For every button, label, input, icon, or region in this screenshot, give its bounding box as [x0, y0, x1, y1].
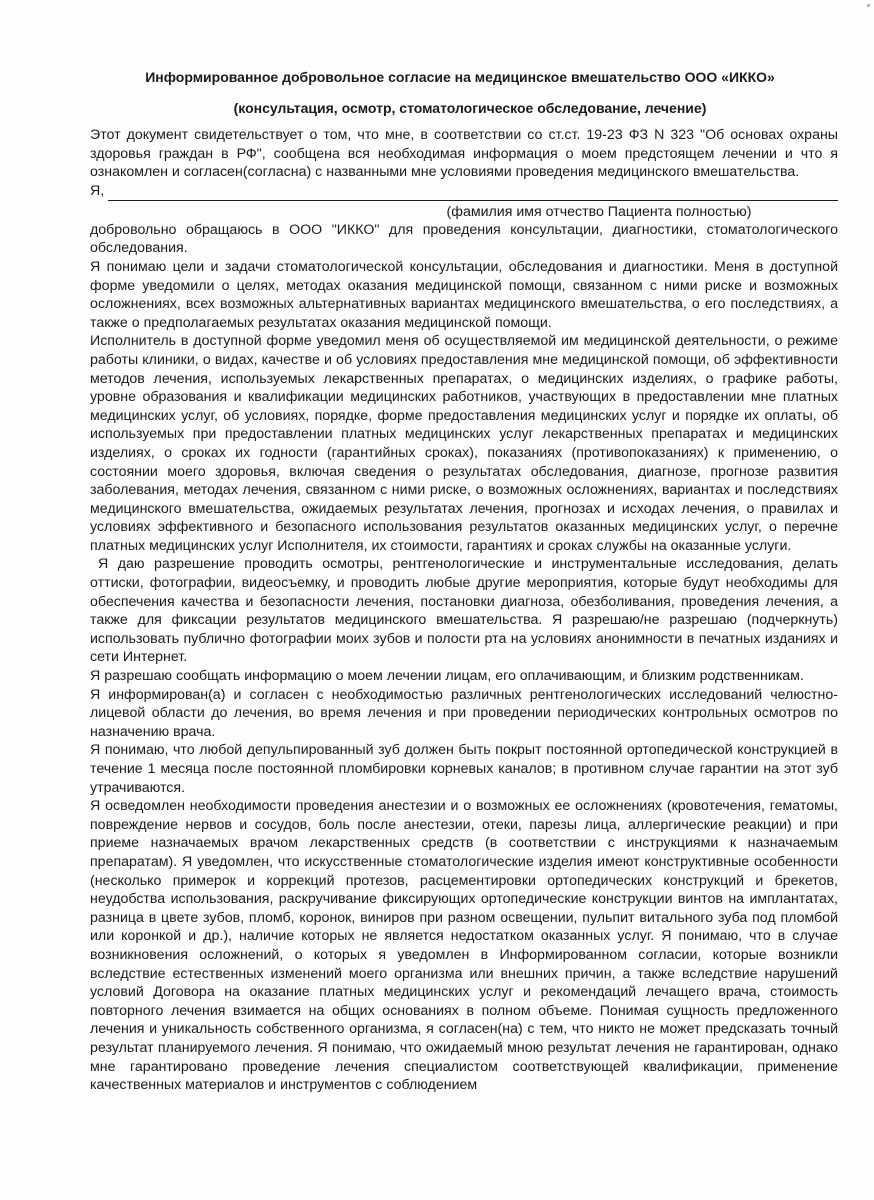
patient-name-blank[interactable] — [108, 187, 838, 201]
paragraph-info-disclosure: Я разрешаю сообщать информацию о моем лечении лицам, его оплачивающим, и близким родственникам. — [90, 668, 804, 685]
document-title: Информированное добровольное согласие на медицинское вмешательство ООО «ИККО» — [145, 69, 775, 85]
paragraph-understanding: Я понимаю цели и задачи стоматологической консультации, обследования и диагностики. Меня в доступной форме уведомили о целях, методах оказания медицинской помощи, связанном с ними риске и возможных осложнениях, всех возможных альтернативных вариантах медицинского вмешательства, о его последствиях, а также о предполагаемых результатах оказания медицинской помощи. — [90, 258, 838, 331]
scan-artifact — [867, 4, 870, 7]
patient-name-caption: (фамилия имя отчество Пациента полностью) — [446, 203, 752, 220]
patient-name-line — [90, 182, 838, 201]
paragraph-voluntary: добровольно обращаюсь в ООО "ИККО" для проведения консультации, диагностики, стоматологического обследования. — [90, 221, 838, 257]
paragraph-anesthesia: Я осведомлен необходимости проведения анестезии и о возможных ее осложнениях (кровотечения, гематомы, повреждение нервов и сосудов, боль после анестезии, отеки, парезы лица, аллергические реакции) и при приеме назначаемых врачом лекарственных средств (в соответствии с инструкциями к назначаемым препаратам). Я уведомлен, что искусственные стоматологические изделия имеют конструктивные особенности (несколько примерок и коррекций протезов, расцементировки ортопедических конструкций и брекетов, неудобства использования, раскручивание фиксирующих ортопедические конструкции винтов на имплантатах, разница в цвете зубов, пломб, коронок, виниров при разном освещении, пульпит витального зуба под пломбой или коронкой и др.), наличие которых не является недостатком оказанных услуг. Я понимаю, что в случае возникновения осложнений, о которых я уведомлен в Информированном согласии, которые возникли вследствие естественных изменений моего организма или внешних причин, а также вследствие нарушений условий Договора на оказание платных медицинских услуг и рекомендаций лечащего врача, стоимость повторного лечения взимается на общих основаниях в полном объеме. Понимая сущность предложенного лечения и уникальность собственного организма, я согласен(на) с тем, что никто не может предсказать точный результат планируемого лечения. Я понимаю, что ожидаемый мною результат лечения не гарантирован, однако мне гарантировано проведение лечения специалистом соответствующей квалификации, применение качественных материалов и инструментов с соблюдением — [90, 798, 838, 1094]
intro-paragraph: Этот документ свидетельствует о том, что мне, в соответствии со ст.ст. 19-23 ФЗ N 323 "Об основах охраны здоровья граждан в РФ", сообщена вся необходимая информация о моем предстоящем лечении и что я ознакомлен и согласен(согласна) с названными мне условиями проведения медицинского вмешательства. — [90, 127, 838, 181]
document-subtitle: (консультация, осмотр, стоматологическое обследование, лечение) — [233, 100, 707, 116]
paragraph-depulped-tooth: Я понимаю, что любой депульпированный зуб должен быть покрыт постоянной ортопедической конструкцией в течение 1 месяца после постоянной пломбировки корневых каналов; в противном случае гарантии на этот зуб утрачиваются. — [90, 742, 838, 796]
paragraph-photo-permission: Я даю разрешение проводить осмотры, рентгенологические и инструментальные исследования, делать оттиски, фотографии, видеосъемку, и проводить любые другие мероприятия, которые будут необходимы для обеспечения качества и безопасности лечения, постановки диагноза, обезболивания, проведения лечения, а также для фиксации результатов медицинского вмешательства. Я разрешаю/не разрешаю (подчеркнуть) использовать публично фотографии моих зубов и полости рта на условиях анонимности в печатных изданиях и сети Интернет. — [90, 556, 838, 666]
document-body — [90, 126, 838, 1095]
paragraph-xray-consent: Я информирован(а) и согласен с необходимостью различных рентгенологических исследований челюстно-лицевой области до лечения, во время лечения и при проведении периодических контрольных осмотров по назначению врача. — [90, 686, 838, 740]
name-prefix: Я, — [90, 183, 105, 200]
paragraph-provider-info: Исполнитель в доступной форме уведомил меня об осуществляемой им медицинской деятельности, о режиме работы клиники, о видах, качестве и об условиях предоставления мне медицинской помощи, об эффективности методов лечения, используемых лекарственных препаратах, о медицинских изделиях, о графике работы, уровне образования и квалификации медицинских работников, участвующих в предоставлении мне платных медицинских услуг, об условиях, порядке, форме предоставления медицинских услуг и порядке их оплаты, об используемых при предоставлении платных медицинских услуг лекарственных препаратах и медицинских изделиях, о сроках их годности (гарантийных сроках), показаниях (противопоказаниях) к применению, о состоянии моего здоровья, включая сведения о результатах обследования, диагнозе, прогнозе развития заболевания, методах лечения, связанном с ними риске, о возможных осложнениях, вариантах и последствиях медицинского вмешательства, ожидаемых результатах лечения, прогнозах и исходах лечения, о правилах и условиях эффективного и безопасного использования результатов оказанных медицинских услуг, о перечне платных медицинских услуг Исполнителя, их стоимости, гарантиях и сроках службы на оказанные услуги. — [90, 333, 838, 554]
